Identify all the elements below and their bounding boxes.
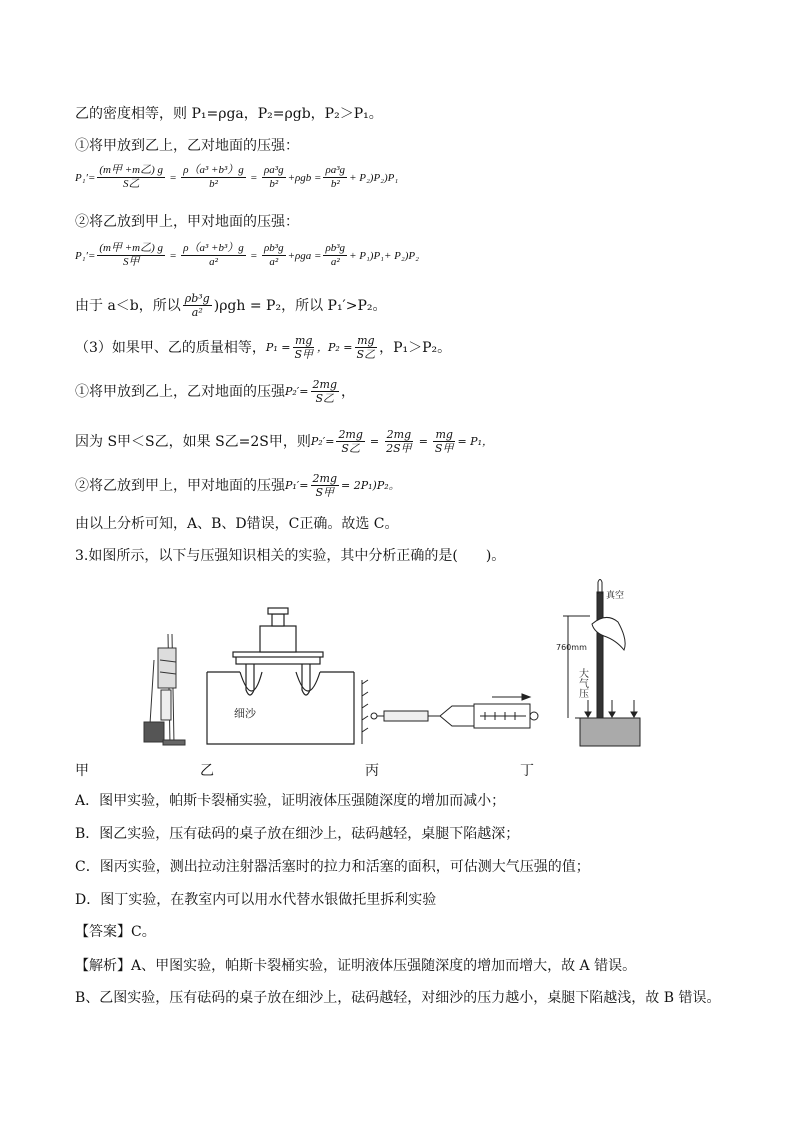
formula-3 <box>75 292 387 319</box>
f3-post: )ρgh = P₂，所以 P₁′>P₂。 <box>213 297 387 314</box>
f6-a: P₂′= <box>310 434 335 448</box>
step2-label: ②将乙放到甲上，甲对地面的压强： <box>75 214 299 230</box>
f2-frac3: $\frac{\text{ρb³g}}{\text{a²}}$ <box>264 242 284 268</box>
atm-label: 大气压 <box>576 668 588 698</box>
f4-post: ，P₁＞P₂。 <box>379 339 452 356</box>
f6-frac1: $\frac{2mg}{\text{S乙}}$ <box>338 428 363 455</box>
f2-lhs: P₁′= <box>75 249 96 262</box>
f1-frac3: $\frac{\text{ρa³g}}{\text{b²}}$ <box>264 164 284 190</box>
f4-frac-a: $\frac{mg}{\text{S甲}}$ <box>294 334 313 361</box>
formula-6: 因为 S甲＜S乙，如果 S乙=2S甲，则 P₂′= $\frac{2mg}{\text{S乙}}$ = $\frac{2mg}{\text{2S甲}}$ = $\frac{mg}{\text{S甲}}$ = P₁， <box>75 428 493 455</box>
sand-label: 细沙 <box>234 707 256 720</box>
f5-a: P₂′= <box>285 384 309 398</box>
formula-7 <box>75 472 400 499</box>
f2-mid: +ρga = <box>287 249 322 262</box>
f1-frac1: $\frac{\text{(m甲 +m乙) g}}{\text{S乙}}$ <box>99 164 164 190</box>
label-jia: 甲 <box>75 763 89 779</box>
f6-post: = P₁， <box>457 434 493 448</box>
option-b: B．图乙实验，压有砝码的桌子放在细沙上，砝码越轻，桌腿下陷越深； <box>75 826 520 842</box>
label-ding: 丁 <box>520 763 534 779</box>
f3-pre: 由于 a＜b，所以 <box>75 297 181 314</box>
f4-a: P₁ = <box>265 340 291 354</box>
f2-frac4: $\frac{\text{ρb³g}}{\text{a²}}$ <box>325 242 346 268</box>
label-yi: 乙 <box>200 763 214 779</box>
formula-5 <box>75 378 355 405</box>
f7-post: = 2P₁)P₂。 <box>341 478 400 492</box>
option-d: D．图丁实验，在教室内可以用水代替水银做托里拆利实验 <box>75 892 437 908</box>
intro-line: 乙的密度相等，则 P₁=ρga，P₂=ρgb，P₂＞P₁。 <box>75 106 383 122</box>
f2-frac2: $\frac{\text{ρ（a³ +b³）g}}{\text{a²}}$ <box>183 242 244 268</box>
f5-frac: $\frac{2mg}{\text{S乙}}$ <box>312 378 338 405</box>
option-c: C．图丙实验，测出拉动注射器活塞时的拉力和活塞的面积，可估测大气压强的值； <box>75 859 590 875</box>
answer: 【答案】C。 <box>75 924 156 940</box>
f5-post: ， <box>341 383 356 400</box>
step1-label: ①将甲放到乙上，乙对地面的压强： <box>75 138 299 154</box>
label-bing: 丙 <box>365 763 379 779</box>
table-on-sand-drawing <box>207 608 354 744</box>
pascal-barrel-drawing <box>144 634 185 745</box>
f1-frac2: $\frac{\text{ρ（a³ +b³）g}}{\text{b²}}$ <box>183 164 244 190</box>
760mm-label: 760mm <box>556 643 587 652</box>
f7-a: P₁′= <box>285 478 309 492</box>
formula-4 <box>75 334 451 361</box>
question-3: 3.如图所示，以下与压强知识相关的实验，其中分析正确的是( )。 <box>75 548 506 564</box>
analysis-a: 【解析】A、甲图实验，帕斯卡裂桶实验，证明液体压强随深度的增加而增大，故 A 错误。 <box>75 958 637 974</box>
conclusion: 由以上分析可知，A、B、D错误，C正确。故选 C。 <box>75 516 399 532</box>
syringe-spring-scale-drawing <box>362 680 538 744</box>
f4-b: ，P₂ = <box>317 340 353 354</box>
f1-frac4: $\frac{\text{ρa³g}}{\text{b²}}$ <box>325 164 346 190</box>
f4-pre: （3）如果甲、乙的质量相等， <box>75 339 266 356</box>
f5-pre: ①将甲放到乙上，乙对地面的压强 <box>75 383 285 400</box>
option-a: A．图甲实验，帕斯卡裂桶实验，证明液体压强随深度的增加而减小； <box>75 793 506 809</box>
analysis-b: B、乙图实验，压有砝码的桌子放在细沙上，砝码越轻，对细沙的压力越小，桌腿下陷越浅，故 B 错误。 <box>75 990 721 1006</box>
f4-frac-b: $\frac{mg}{\text{S乙}}$ <box>356 334 376 361</box>
f1-tail: + P₂)P₂)P₁ <box>349 171 399 184</box>
f1-mid: +ρgb = <box>287 171 322 184</box>
f7-pre: ②将乙放到甲上，甲对地面的压强 <box>75 477 285 494</box>
f3-frac: $\frac{\text{ρb³g}}{\text{a²}}$ <box>184 292 210 319</box>
f2-frac1: $\frac{\text{(m甲 +m乙) g}}{\text{S甲}}$ <box>99 242 164 268</box>
vacuum-label: 真空 <box>606 591 625 601</box>
formula-2: P₁′= $\frac{\text{(m甲 +m乙) g}}{\text{S甲}}$ = $\frac{\text{ρ（a³ +b³）g}}{\text{a²}}$ = $\frac{\text{ρb³g}}{\text{a²}}$ +ρga = $\frac{\text{ρb³g}}{\text{a²}}$ + P₁)P₁+ P₂)P₂ <box>75 242 419 268</box>
f7-frac: $\frac{2mg}{\text{S甲}}$ <box>312 472 338 499</box>
f6-frac3: $\frac{mg}{\text{S甲}}$ <box>434 428 454 455</box>
f6-pre: 因为 S甲＜S乙，如果 S乙=2S甲，则 <box>75 433 311 450</box>
formula-1: P₁′= $\frac{\text{(m甲 +m乙) g}}{\text{S乙}}$ = $\frac{\text{ρ（a³ +b³）g}}{\text{b²}}$ = $\frac{\text{ρa³g}}{\text{b²}}$ +ρgb = $\frac{\text{ρa³g}}{\text{b²}}$ + P₂)P₂)P₁ <box>75 164 399 190</box>
torricelli-drawing <box>563 580 640 747</box>
f6-frac2: $\frac{2mg}{\text{2S甲}}$ <box>386 428 412 455</box>
f1-lhs: P₁′= <box>75 171 96 184</box>
f2-tail: + P₁)P₁+ P₂)P₂ <box>349 249 419 262</box>
